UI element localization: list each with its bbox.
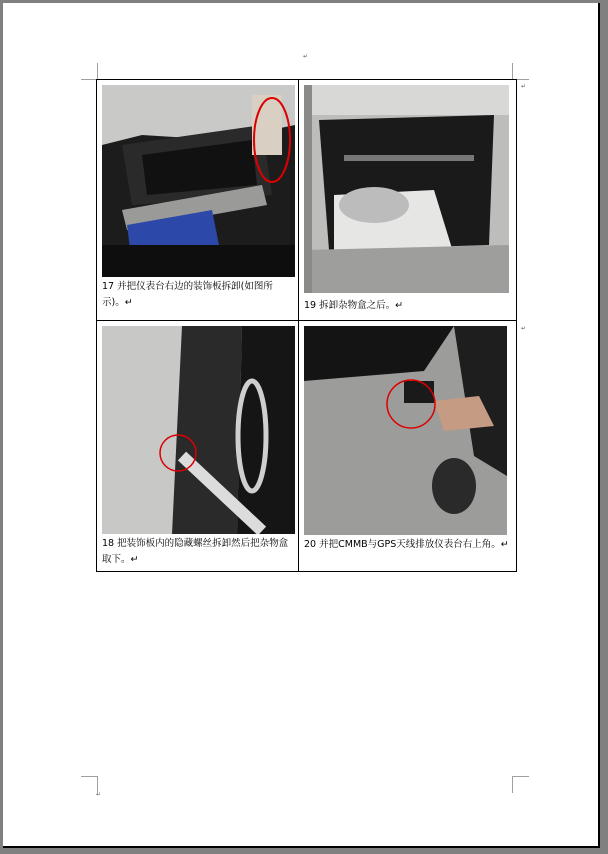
antenna-placement-photo [304, 326, 507, 535]
glovebox-removed-photo [304, 85, 509, 293]
table-row [97, 321, 517, 572]
crop-mark-bottom-right [512, 776, 529, 793]
row-end-mark-2: ↵ [521, 325, 527, 332]
table-cell [97, 80, 299, 321]
table-cell [97, 321, 299, 572]
caption-18: 18 把装饰板内的隐藏螺丝拆卸然后把杂物盒取下。↵ [102, 538, 289, 565]
row-end-mark-1: ↵ [521, 83, 527, 90]
footer-paragraph-mark: ↵ [96, 791, 102, 798]
table-row [97, 80, 517, 321]
caption-17: 17 并把仪表台右边的装饰板拆卸(如图所示)。↵ [102, 281, 273, 308]
caption-20: 20 并把CMMB与GPS天线排放仪表台右上角。↵ [304, 539, 509, 550]
crop-mark-top-right [512, 63, 529, 80]
table-cell [299, 80, 517, 321]
glovebox-trim-removal-photo [102, 85, 295, 277]
crop-mark-top-left [81, 63, 98, 80]
caption-19: 19 拆卸杂物盒之后。↵ [304, 300, 404, 311]
hidden-screw-photo [102, 326, 295, 534]
table-cell [299, 321, 517, 572]
header-paragraph-mark: ↵ [303, 53, 309, 60]
photo-table [96, 79, 517, 572]
